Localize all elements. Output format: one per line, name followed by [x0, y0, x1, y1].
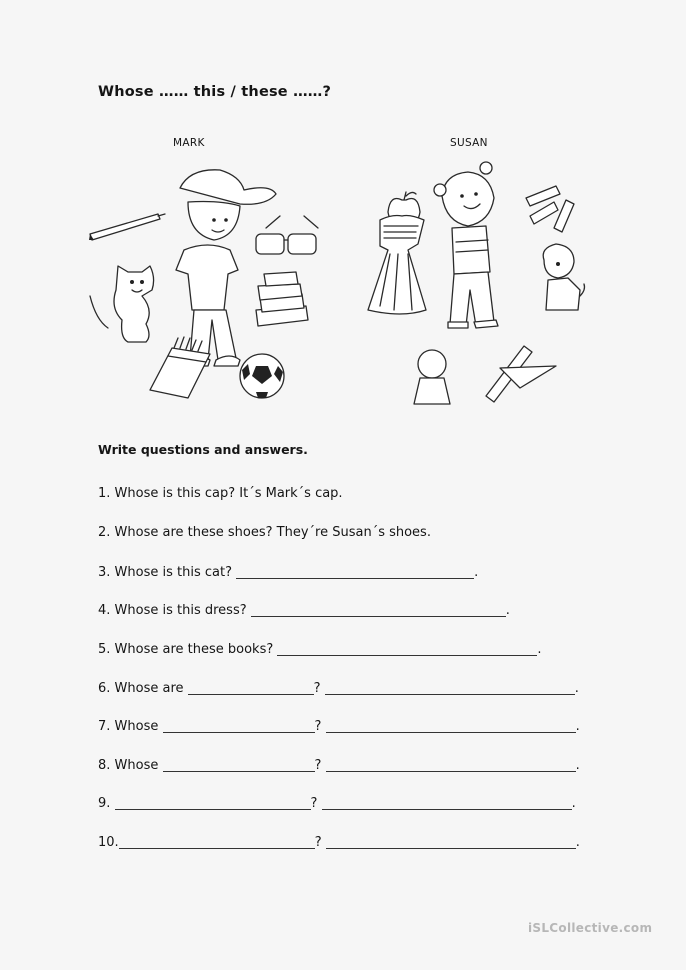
exercise-9: [98, 795, 576, 811]
watermark: iSLCollective.com: [528, 921, 653, 935]
exercise-number: 5.: [98, 642, 111, 657]
boy-mark-icon: [176, 170, 276, 366]
question-blank[interactable]: [115, 795, 311, 810]
question-mark: ?: [313, 681, 321, 696]
period: .: [574, 681, 579, 696]
period: .: [575, 835, 580, 850]
exercise-number: 3.: [98, 565, 111, 580]
exercise-question: Whose are these books?: [114, 642, 274, 657]
exercise-text: Whose are these shoes? They´re Susan´s shoes.: [114, 525, 431, 540]
exercise-text: Whose is this cap? It´s Mark´s cap.: [114, 486, 343, 501]
exercise-8: [98, 757, 580, 773]
character-name-mark: MARK: [173, 137, 205, 149]
answer-blank[interactable]: [326, 834, 576, 849]
answer-blank[interactable]: [326, 718, 576, 733]
question-blank[interactable]: [188, 680, 314, 695]
answer-blank[interactable]: [277, 641, 537, 656]
exercise-5: [98, 641, 542, 657]
question-mark: ?: [314, 758, 322, 773]
question-blank[interactable]: [163, 718, 315, 733]
character-name-susan: SUSAN: [450, 137, 488, 149]
exercise-3: [98, 564, 478, 580]
exercise-number: 6.: [98, 681, 111, 696]
ruler-icon: [486, 346, 556, 402]
exercise-7: [98, 718, 580, 734]
exercise-number: 9.: [98, 796, 111, 811]
question-mark: ?: [314, 835, 322, 850]
exercise-question: Whose: [114, 719, 159, 734]
dog-icon: [543, 244, 584, 310]
mark-illustration: [80, 160, 340, 410]
period: .: [505, 603, 510, 618]
exercise-number: 1.: [98, 486, 111, 501]
question-blank[interactable]: [163, 757, 315, 772]
question-mark: ?: [314, 719, 322, 734]
period: .: [537, 642, 542, 657]
period: .: [575, 719, 580, 734]
exercise-question: Whose: [114, 758, 159, 773]
exercise-2: [98, 525, 431, 540]
exercise-6: [98, 680, 579, 696]
thermometer-icon: [89, 214, 165, 240]
answer-blank[interactable]: [326, 757, 576, 772]
period: .: [474, 565, 479, 580]
exercise-number: 2.: [98, 525, 111, 540]
susan-illustration: [360, 160, 600, 410]
worksheet-title: Whose …… this / these ……?: [98, 84, 332, 100]
exercise-4: [98, 602, 510, 618]
exercise-question: Whose are: [114, 681, 184, 696]
football-icon: [240, 354, 284, 398]
exercise-question: Whose is this cat?: [114, 565, 232, 580]
period: .: [575, 758, 580, 773]
exercise-number: 7.: [98, 719, 111, 734]
dress-icon: [368, 216, 426, 315]
question-blank[interactable]: [119, 834, 315, 849]
girl-susan-icon: [434, 162, 498, 328]
cat-icon: [90, 266, 154, 342]
exercise-number: 4.: [98, 603, 111, 618]
exercise-number: 8.: [98, 758, 111, 773]
instruction: Write questions and answers.: [98, 442, 308, 457]
answer-blank[interactable]: [236, 564, 474, 579]
doll-icon: [414, 350, 450, 404]
exercise-1: [98, 486, 343, 501]
plasters-icon: [526, 186, 574, 232]
question-mark: ?: [310, 796, 318, 811]
period: .: [571, 796, 576, 811]
exercise-10: [98, 834, 580, 850]
answer-blank[interactable]: [251, 602, 506, 617]
glasses-icon: [256, 216, 318, 254]
answer-blank[interactable]: [325, 680, 575, 695]
exercise-number: 10.: [98, 835, 119, 850]
answer-blank[interactable]: [322, 795, 572, 810]
books-icon: [256, 272, 308, 326]
exercise-question: Whose is this dress?: [114, 603, 247, 618]
